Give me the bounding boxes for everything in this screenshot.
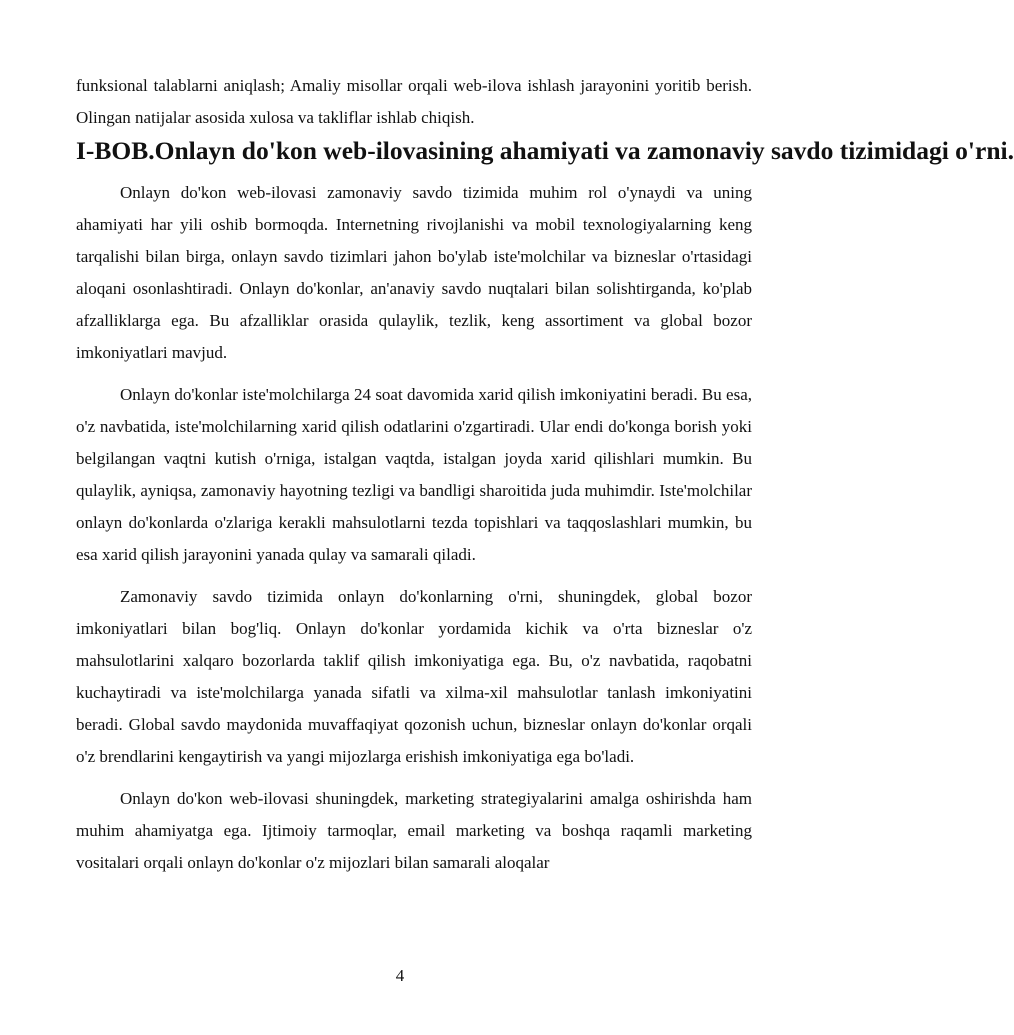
body-paragraph-1: Onlayn do'kon web-ilovasi zamonaviy savdo tizimida muhim rol o'ynaydi va uning ahamiyati har yili oshib bormoqda. Internetning rivojlanishi va mobil texnologiyalarning keng tarqalishi bilan birga, onlayn savdo tizimlari jahon bo'ylab iste'molchilar va bizneslar o'rtasidagi aloqani osonlashtiradi. Onlayn do'konlar, an'anaviy savdo nuqtalari bilan solishtirganda, ko'plab afzalliklarga ega. Bu afzalliklar orasida qulaylik, tezlik, keng assortiment va global bozor imkoniyatlari mavjud. <box>76 183 752 362</box>
page-number: 4 <box>395 966 405 985</box>
chapter-heading: I-BOB.Onlayn do'kon web-ilovasining ahamiyati va zamonaviy savdo tizimidagi o'rni. <box>76 136 1014 165</box>
body-paragraph-4: Onlayn do'kon web-ilovasi shuningdek, marketing strategiyalarini amalga oshirishda ham muhim ahamiyatga ega. Ijtimoiy tarmoqlar, email marketing va boshqa raqamli marketing vositalari orqali onlayn do'konlar o'z mijozlari bilan samarali aloqalar <box>76 789 752 872</box>
intro-paragraph: funksional talablarni aniqlash; Amaliy misollar orqali web-ilova ishlash jarayonini yoritib berish. Olingan natijalar asosida xulosa va takliflar ishlab chiqish. <box>76 76 752 127</box>
body-paragraph-2: Onlayn do'konlar iste'molchilarga 24 soat davomida xarid qilish imkoniyatini beradi. Bu esa, o'z navbatida, iste'molchilarning xarid qilish odatlarini o'zgartiradi. Ular endi do'konga borish yoki belgilangan vaqtni kutish o'rniga, istalgan vaqtda, istalgan joyda xarid qilishlari mumkin. Bu qulaylik, ayniqsa, zamonaviy hayotning tezligi va bandligi sharoitida juda muhimdir. Iste'molchilar onlayn do'konlarda o'zlariga kerakli mahsulotlarni tezda topishlari va taqqoslashlari mumkin, bu esa xarid qilish jarayonini yanada qulay va samarali qiladi. <box>76 385 752 564</box>
document-page <box>76 70 1014 879</box>
body-paragraph-3: Zamonaviy savdo tizimida onlayn do'konlarning o'rni, shuningdek, global bozor imkoniyatlari bilan bog'liq. Onlayn do'konlar yordamida kichik va o'rta bizneslar o'z mahsulotlarini xalqaro bozorlarda taklif qilish imkoniyatiga ega. Bu, o'z navbatida, raqobatni kuchaytiradi va iste'molchilarga yanada sifatli va xilma-xil mahsulotlar tanlash imkoniyatini beradi. Global savdo maydonida muvaffaqiyat qozonish uchun, bizneslar onlayn do'konlar orqali o'z brendlarini kengaytirish va yangi mijozlarga erishish imkoniyatiga ega bo'ladi. <box>76 587 752 766</box>
